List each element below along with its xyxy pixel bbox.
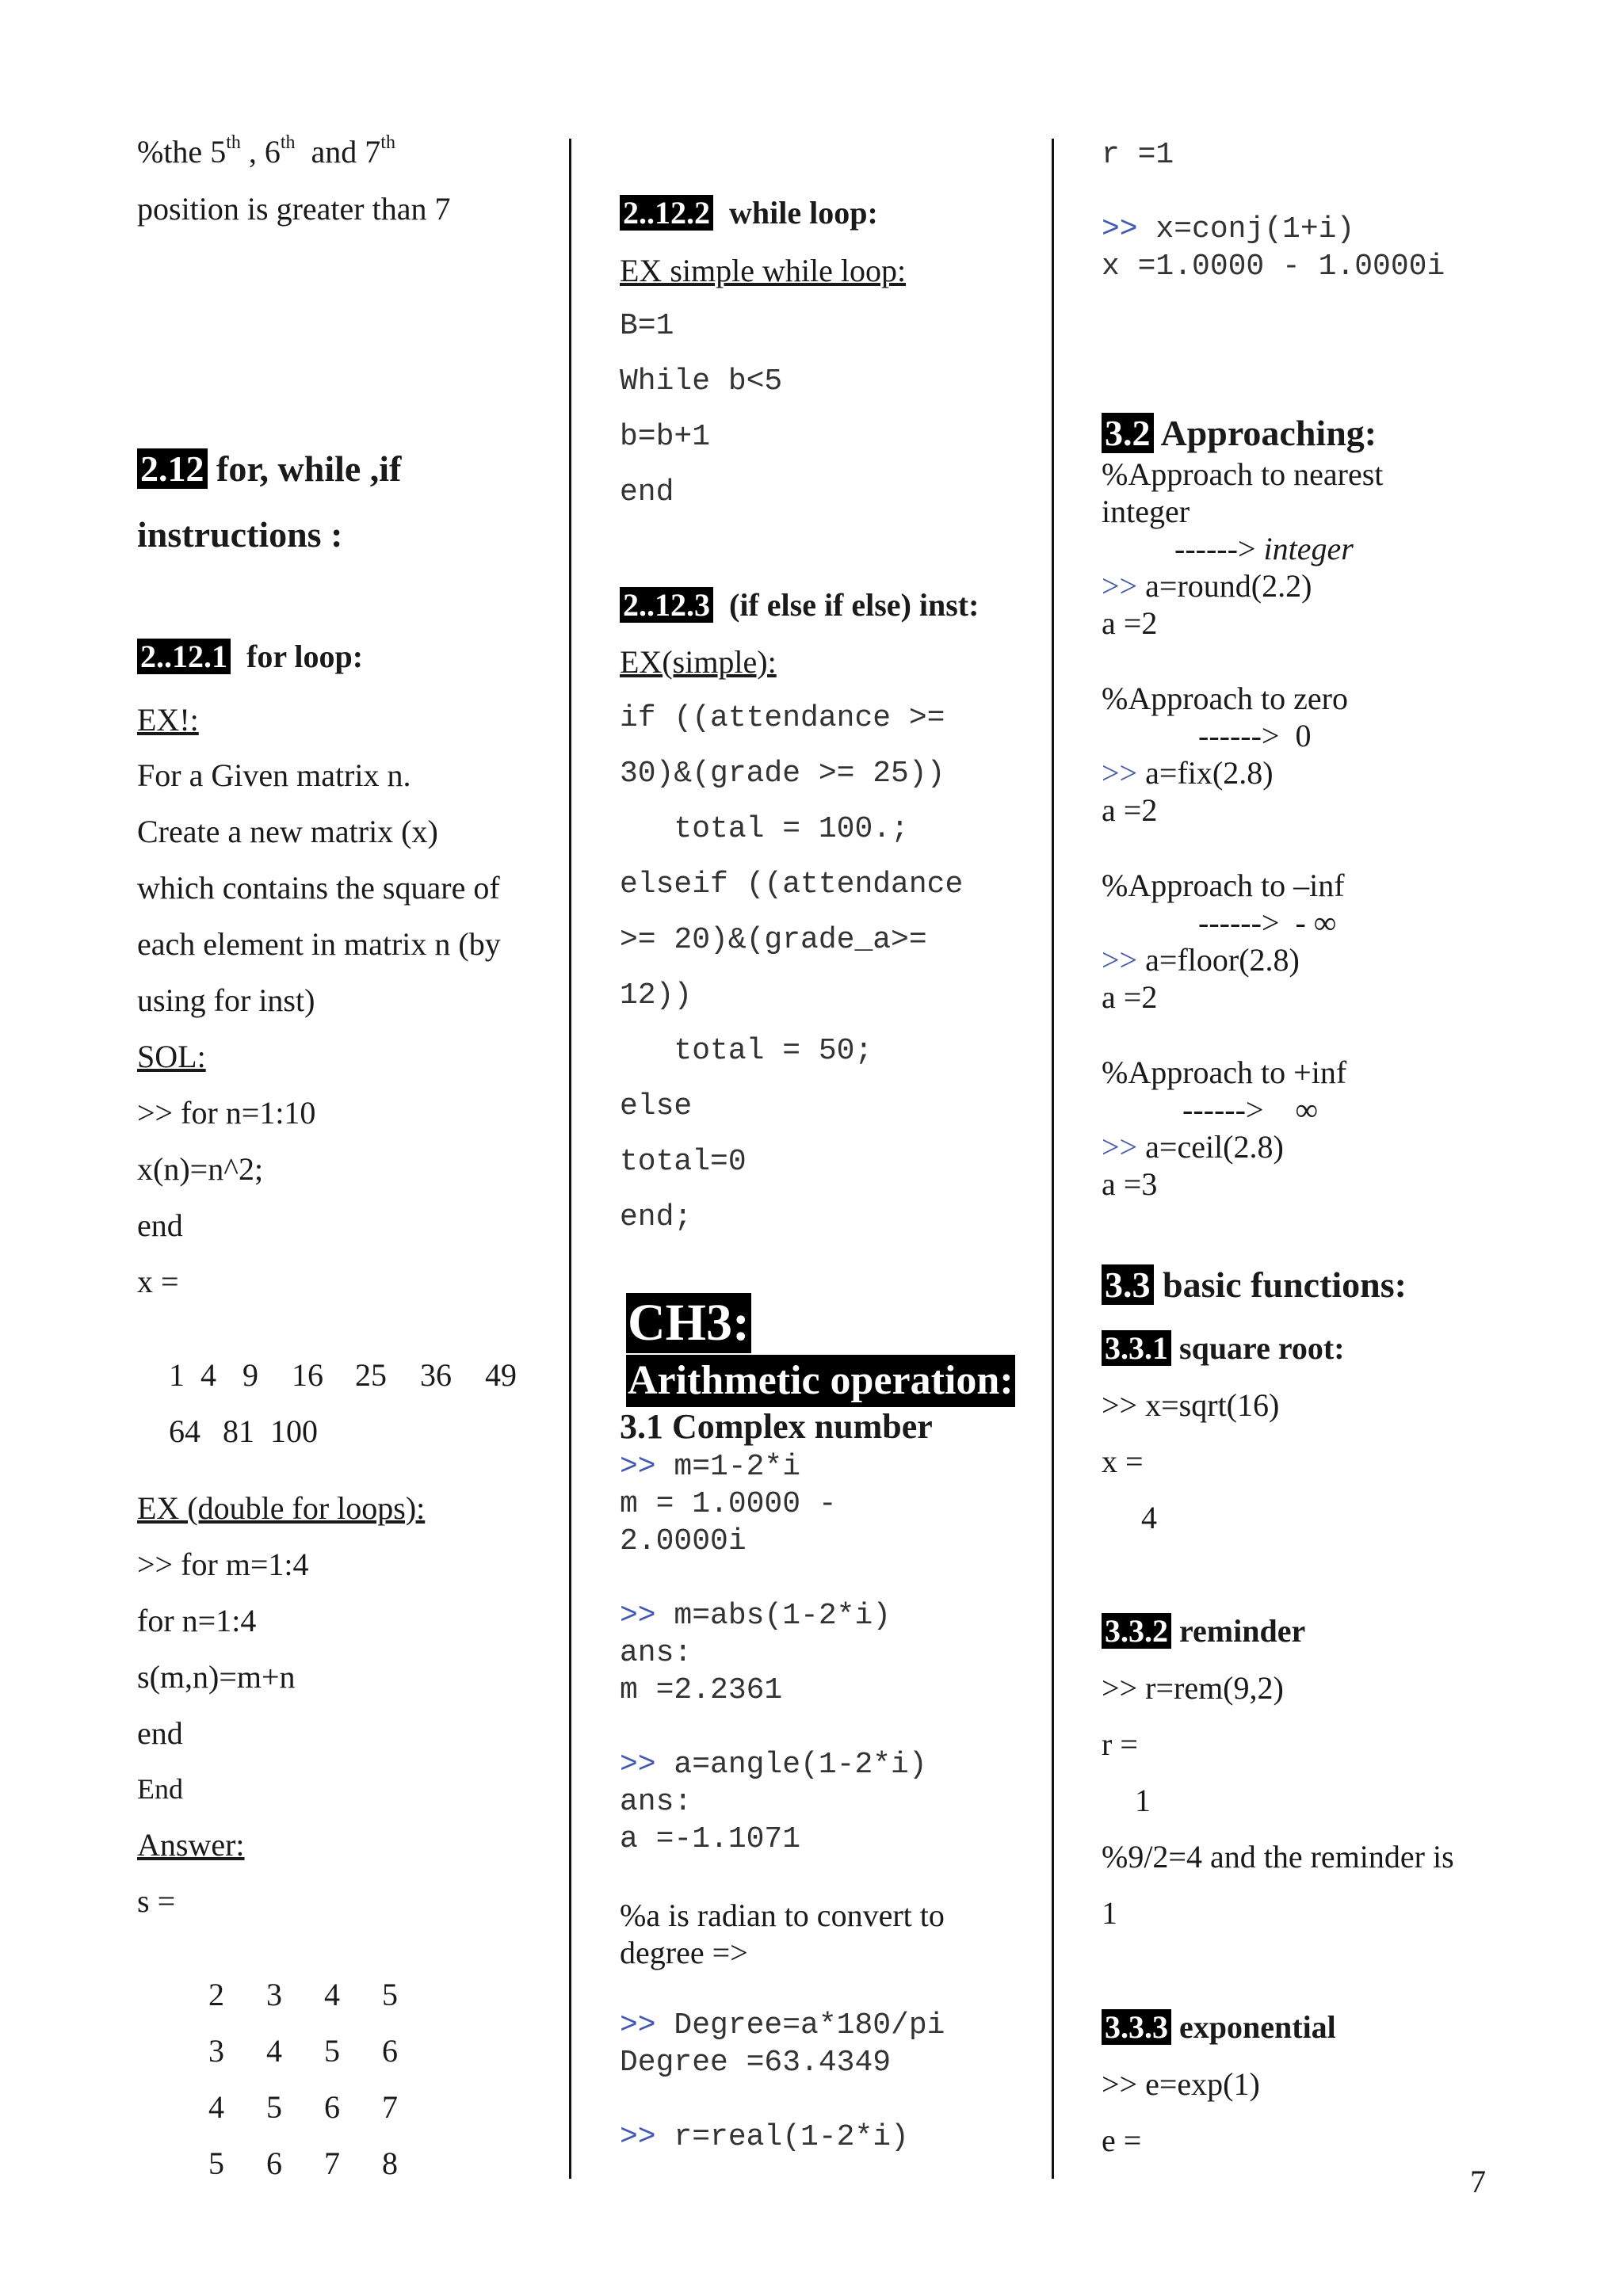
desc-line: each element in matrix n (by	[137, 926, 501, 962]
output-value: 1	[1135, 1783, 1151, 1818]
result-row: 64 81 100	[169, 1413, 318, 1449]
code-line: end	[137, 1207, 183, 1243]
code-line: >= 20)&(grade_a>=	[620, 923, 927, 957]
output-line: m = 1.0000 -	[620, 1487, 837, 1521]
code-line: elseif ((attendance	[620, 868, 964, 902]
code-line: >> for n=1:10	[137, 1095, 316, 1131]
code-line: 30)&(grade >= 25))	[620, 757, 945, 791]
cmd-line: >> m=abs(1-2*i)	[620, 1599, 892, 1633]
prompt: >>	[620, 1450, 656, 1484]
cmd-line: >> r=real(1-2*i)	[620, 2120, 909, 2154]
note-line: %9/2=4 and the reminder is	[1102, 1839, 1454, 1875]
note-line: %Approach to –inf	[1102, 868, 1345, 903]
matrix-row: 2 3 4 5	[208, 1977, 398, 2012]
code-line: if ((attendance >=	[620, 701, 945, 735]
cmd-line: >> x=sqrt(16)	[1102, 1387, 1280, 1423]
note-line: %Approach to +inf	[1102, 1055, 1347, 1090]
matrix-row: 5 6 7 8	[208, 2145, 398, 2181]
cmd-line: >> a=round(2.2)	[1102, 568, 1312, 604]
section-2-12-3-heading: 2..12.3 (if else if else) inst:	[620, 586, 979, 624]
output-line: a =2	[1102, 792, 1158, 828]
code-line: B=1	[620, 309, 674, 343]
code-line: total=0	[620, 1145, 747, 1179]
cmd-line: >> a=fix(2.8)	[1102, 755, 1274, 791]
section-3-1-heading: 3.1 Complex number	[620, 1407, 933, 1446]
code-line: total = 50;	[620, 1034, 873, 1068]
note-line: %a is radian to convert to	[620, 1897, 945, 1933]
page-number: 7	[1470, 2164, 1486, 2199]
note-line: 1	[1102, 1895, 1117, 1931]
desc-line: using for inst)	[137, 982, 315, 1018]
output-line: a =-1.1071	[620, 1822, 801, 1856]
section-number: 3.3.3	[1102, 2009, 1171, 2045]
output-line: Degree =63.4349	[620, 2046, 892, 2080]
code-line: >> for m=1:4	[137, 1547, 309, 1582]
code-line: end;	[620, 1200, 693, 1234]
prompt: >>	[620, 1599, 656, 1633]
column-divider-right	[1052, 139, 1054, 2179]
example-simple-label: EX(simple):	[620, 644, 777, 680]
section-3-2-heading: 3.2 Approaching:	[1102, 412, 1377, 454]
output-line: a =3	[1102, 1166, 1158, 1202]
output-line: ans:	[620, 1785, 693, 1819]
code-line: else	[620, 1089, 693, 1123]
output-line: r =1	[1102, 138, 1174, 172]
cmd-line: >> a=angle(1-2*i)	[620, 1748, 927, 1782]
section-number: 2..12.2	[620, 195, 713, 231]
cmd-line: >> e=exp(1)	[1102, 2066, 1260, 2102]
example-label: EX!:	[137, 702, 199, 738]
cmd-line: >> x=conj(1+i)	[1102, 212, 1355, 246]
matrix-row: 3 4 5 6	[208, 2033, 398, 2069]
section-number: 3.3	[1102, 1264, 1154, 1305]
arrow-line: ------> integer	[1174, 531, 1354, 566]
note-line: %Approach to nearest	[1102, 456, 1384, 492]
output-line: a =2	[1102, 605, 1158, 641]
column-divider-left	[569, 139, 571, 2179]
prompt: >>	[1102, 755, 1138, 791]
result-row: 1 4 9 16 25 36 49	[169, 1357, 517, 1393]
section-2-12-heading: 2.12 for, while ,if	[137, 448, 401, 490]
example-while-label: EX simple while loop:	[620, 253, 907, 288]
code-line: s(m,n)=m+n	[137, 1659, 296, 1695]
code-line: 12))	[620, 978, 693, 1013]
section-3-3-heading: 3.3 basic functions:	[1102, 1264, 1407, 1306]
prompt: >>	[1102, 1129, 1138, 1165]
desc-line: Create a new matrix (x)	[137, 814, 438, 849]
code-line: total = 100.;	[620, 812, 909, 846]
arrow-line: ------> 0	[1198, 718, 1312, 753]
chapter-title: Arithmetic operation:	[594, 1318, 1015, 1444]
output-line: 2.0000i	[620, 1524, 747, 1558]
prompt: >>	[620, 1748, 656, 1782]
prompt: >>	[1102, 942, 1138, 978]
output-line: m =2.2361	[620, 1673, 783, 1707]
note-positions: %the 5th , 6th and 7th	[137, 132, 395, 170]
code-line: b=b+1	[620, 420, 711, 454]
code-line: end	[620, 475, 674, 509]
code-line: for n=1:4	[137, 1603, 257, 1638]
output-line: x =1.0000 - 1.0000i	[1102, 250, 1445, 284]
section-2-12-heading-line2: instructions :	[137, 514, 343, 555]
section-number: 2.12	[137, 448, 208, 489]
output-line: ans:	[620, 1636, 693, 1670]
cmd-line: >> m=1-2*i	[620, 1450, 801, 1484]
section-3-3-3-heading: 3.3.3 exponential	[1102, 2008, 1336, 2046]
note-line: %Approach to zero	[1102, 681, 1348, 716]
code-line: end	[137, 1715, 183, 1751]
prompt: >>	[1102, 568, 1138, 604]
code-line: x(n)=n^2;	[137, 1151, 264, 1187]
prompt: >>	[620, 2120, 656, 2154]
section-number: 3.2	[1102, 413, 1154, 453]
section-3-3-1-heading: 3.3.1 square root:	[1102, 1329, 1345, 1367]
note-line2: position is greater than 7	[137, 191, 451, 227]
desc-line: For a Given matrix n.	[137, 757, 411, 793]
arrow-line: ------> ∞	[1182, 1092, 1318, 1127]
code-line: x =	[137, 1264, 179, 1299]
note-line: integer	[1102, 494, 1190, 529]
prompt: >>	[620, 2008, 656, 2042]
cmd-line: >> Degree=a*180/pi	[620, 2008, 945, 2042]
output-line: x =	[1102, 1444, 1144, 1479]
chapter-number: CH3:	[628, 1294, 750, 1352]
section-3-3-2-heading: 3.3.2 reminder	[1102, 1612, 1305, 1650]
output-line: r =	[1102, 1726, 1138, 1762]
code-line: End	[137, 1773, 183, 1805]
matrix-label: s =	[137, 1883, 176, 1919]
solution-label: SOL:	[137, 1039, 206, 1074]
matrix-row: 4 5 6 7	[208, 2089, 398, 2125]
prompt: >>	[1102, 212, 1138, 246]
cmd-line: >> a=ceil(2.8)	[1102, 1129, 1284, 1165]
section-number: 2..12.3	[620, 587, 713, 623]
arrow-line: ------> - ∞	[1198, 905, 1337, 940]
cmd-line: >> r=rem(9,2)	[1102, 1670, 1284, 1706]
section-number: 2..12.1	[137, 639, 231, 674]
output-line: a =2	[1102, 979, 1158, 1015]
code-line: While b<5	[620, 364, 783, 399]
section-number: 3.3.1	[1102, 1330, 1171, 1366]
desc-line: which contains the square of	[137, 870, 500, 906]
example-double-loop-label: EX (double for loops):	[137, 1490, 426, 1526]
section-2-12-1-heading: 2..12.1 for loop:	[137, 638, 363, 675]
section-number: 3.3.2	[1102, 1613, 1171, 1649]
output-line: e =	[1102, 2122, 1142, 2158]
answer-label: Answer:	[137, 1827, 245, 1863]
section-2-12-2-heading: 2..12.2 while loop:	[620, 194, 878, 231]
note-line: degree =>	[620, 1935, 748, 1970]
cmd-line: >> a=floor(2.8)	[1102, 942, 1300, 978]
output-value: 4	[1141, 1500, 1157, 1535]
